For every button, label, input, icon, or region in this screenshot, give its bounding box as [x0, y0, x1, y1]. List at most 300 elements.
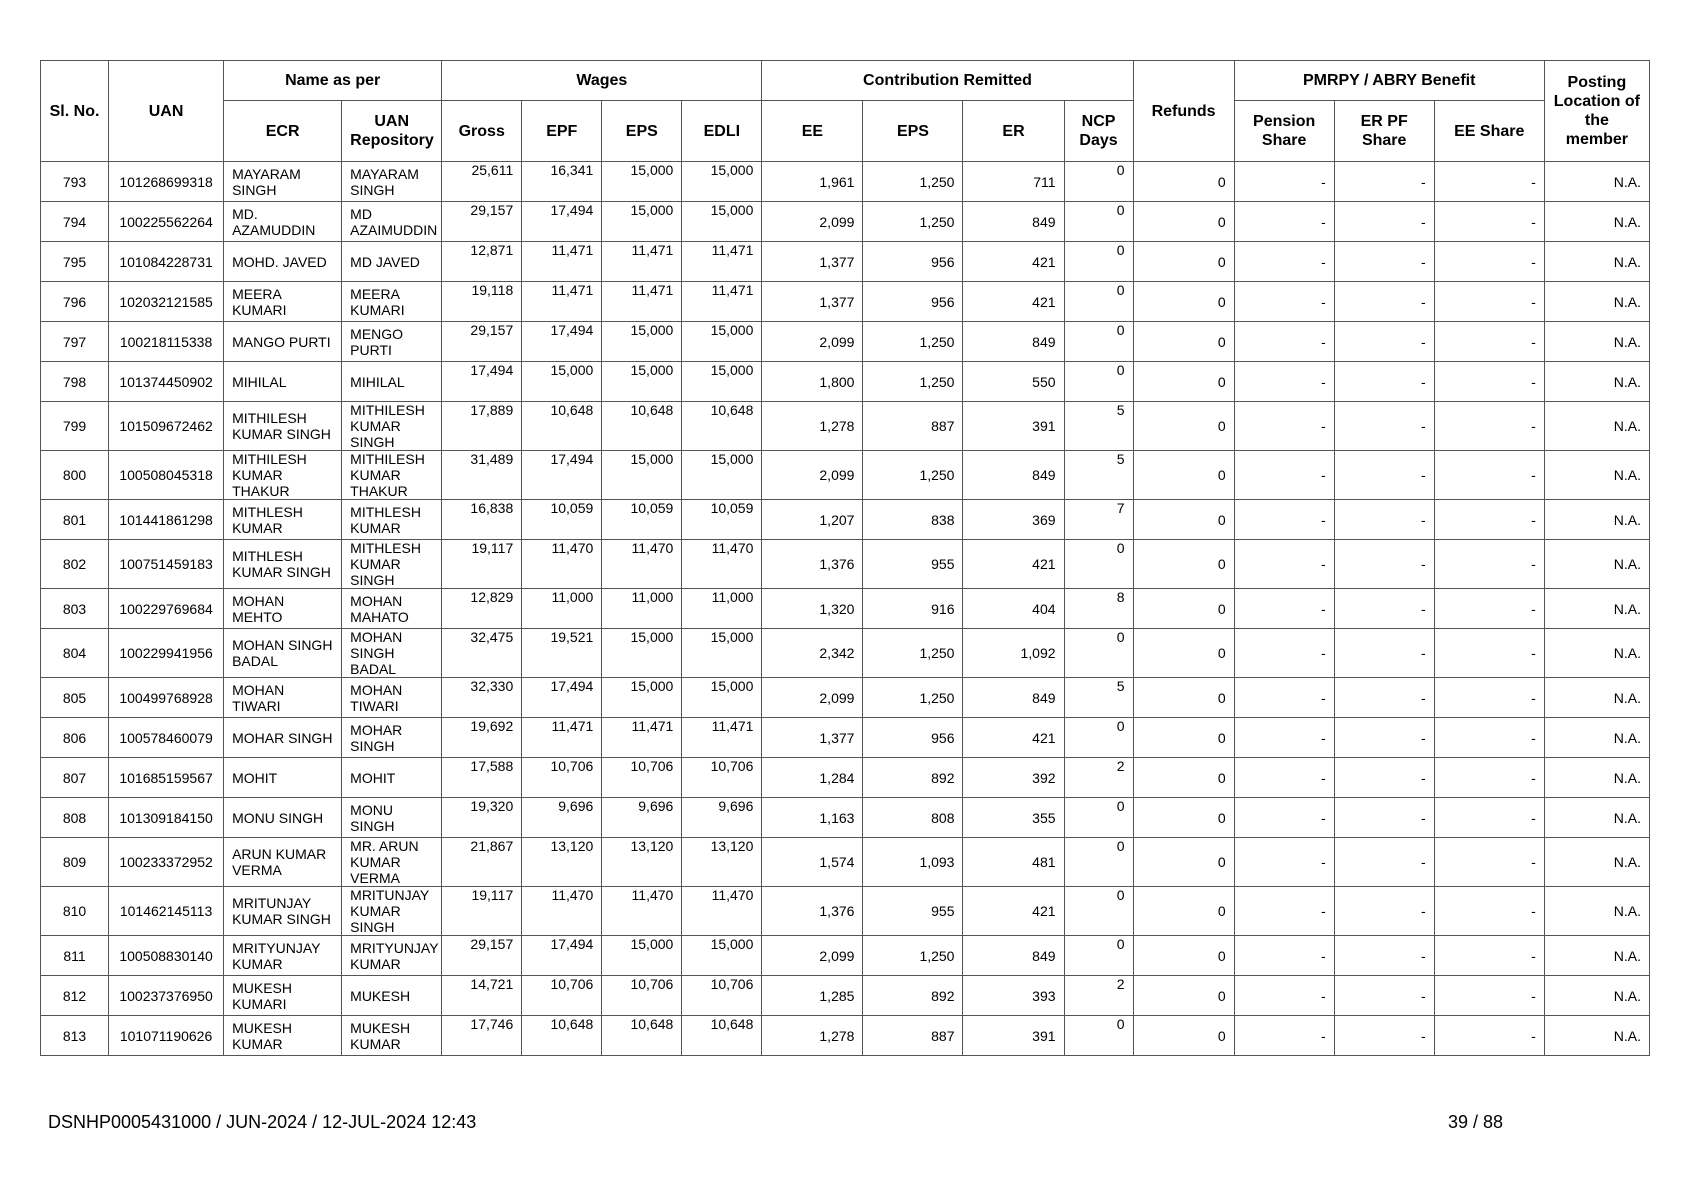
cell-uan: 101071190626: [109, 1016, 224, 1056]
cell-sl-no: 804: [41, 629, 109, 678]
cell-ecr-name: MIHILAL: [224, 362, 342, 402]
cell-eps: 15,000: [602, 322, 682, 362]
cell-er: 849: [963, 322, 1064, 362]
cell-ee-share: -: [1434, 540, 1544, 589]
cell-pension-share: -: [1234, 887, 1334, 936]
contribution-table: [40, 60, 1650, 1056]
cell-er-pf-share: -: [1334, 402, 1434, 451]
cell-er-pf-share: -: [1334, 798, 1434, 838]
cell-ecr-name: MOHD. JAVED: [224, 242, 342, 282]
cell-refunds: 0: [1133, 282, 1234, 322]
table-row: [41, 202, 1650, 242]
cell-ecr-name: MRITYUNJAY KUMAR: [224, 936, 342, 976]
cell-eps: 13,120: [602, 838, 682, 887]
cell-er: 393: [963, 976, 1064, 1016]
cell-sl-no: 806: [41, 718, 109, 758]
cell-uan: 100578460079: [109, 718, 224, 758]
cell-eps: 11,471: [602, 242, 682, 282]
cell-er: 404: [963, 589, 1064, 629]
cell-ee: 2,099: [762, 936, 863, 976]
table-header: [41, 61, 1650, 162]
table-row: [41, 500, 1650, 540]
cell-refunds: 0: [1133, 322, 1234, 362]
cell-pension-share: -: [1234, 678, 1334, 718]
table-row: [41, 362, 1650, 402]
cell-er-pf-share: -: [1334, 887, 1434, 936]
cell-er-pf-share: -: [1334, 838, 1434, 887]
cell-posting-location: N.A.: [1544, 362, 1649, 402]
cell-refunds: 0: [1133, 402, 1234, 451]
cell-ncp-days: 0: [1064, 162, 1133, 202]
cell-er: 392: [963, 758, 1064, 798]
cell-uan: 100218115338: [109, 322, 224, 362]
table-row: [41, 540, 1650, 589]
cell-gross: 32,330: [442, 678, 522, 718]
cell-refunds: 0: [1133, 362, 1234, 402]
cell-ee-share: -: [1434, 1016, 1544, 1056]
cell-ecr-name: MRITUNJAY KUMAR SINGH: [224, 887, 342, 936]
cell-ee-share: -: [1434, 758, 1544, 798]
cell-eps: 11,000: [602, 589, 682, 629]
cell-epf: 11,471: [522, 282, 602, 322]
cell-pension-share: -: [1234, 1016, 1334, 1056]
col-er: ER: [963, 101, 1064, 162]
cell-ee: 2,099: [762, 678, 863, 718]
cell-ecr-name: MOHAN TIWARI: [224, 678, 342, 718]
cell-edli: 11,471: [682, 718, 762, 758]
cell-pension-share: -: [1234, 282, 1334, 322]
cell-contrib-eps: 1,250: [863, 362, 963, 402]
cell-er-pf-share: -: [1334, 718, 1434, 758]
cell-gross: 17,746: [442, 1016, 522, 1056]
cell-ncp-days: 5: [1064, 451, 1133, 500]
col-pension-share: Pension Share: [1234, 101, 1334, 162]
cell-pension-share: -: [1234, 202, 1334, 242]
cell-posting-location: N.A.: [1544, 758, 1649, 798]
cell-pension-share: -: [1234, 451, 1334, 500]
cell-epf: 17,494: [522, 451, 602, 500]
cell-uan: 101441861298: [109, 500, 224, 540]
cell-gross: 17,588: [442, 758, 522, 798]
cell-pension-share: -: [1234, 242, 1334, 282]
cell-eps: 15,000: [602, 678, 682, 718]
cell-gross: 31,489: [442, 451, 522, 500]
cell-gross: 29,157: [442, 202, 522, 242]
cell-er: 421: [963, 242, 1064, 282]
cell-er: 421: [963, 718, 1064, 758]
cell-er: 849: [963, 451, 1064, 500]
cell-contrib-eps: 1,250: [863, 936, 963, 976]
cell-refunds: 0: [1133, 202, 1234, 242]
cell-refunds: 0: [1133, 500, 1234, 540]
cell-ncp-days: 0: [1064, 540, 1133, 589]
cell-er: 391: [963, 402, 1064, 451]
cell-refunds: 0: [1133, 798, 1234, 838]
cell-posting-location: N.A.: [1544, 402, 1649, 451]
cell-ncp-days: 0: [1064, 798, 1133, 838]
cell-ee-share: -: [1434, 402, 1544, 451]
cell-epf: 11,000: [522, 589, 602, 629]
cell-er-pf-share: -: [1334, 678, 1434, 718]
cell-ee-share: -: [1434, 322, 1544, 362]
cell-gross: 19,117: [442, 540, 522, 589]
cell-er-pf-share: -: [1334, 282, 1434, 322]
cell-ee: 1,377: [762, 718, 863, 758]
table-row: [41, 798, 1650, 838]
cell-ee: 2,342: [762, 629, 863, 678]
cell-sl-no: 810: [41, 887, 109, 936]
cell-er-pf-share: -: [1334, 202, 1434, 242]
cell-eps: 11,471: [602, 718, 682, 758]
cell-uan-repository-name: MENGO PURTI: [342, 322, 442, 362]
col-uan-repository: UAN Repository: [342, 101, 442, 162]
cell-er-pf-share: -: [1334, 322, 1434, 362]
cell-sl-no: 794: [41, 202, 109, 242]
col-ee: EE: [762, 101, 863, 162]
cell-ncp-days: 0: [1064, 202, 1133, 242]
cell-ee-share: -: [1434, 162, 1544, 202]
cell-uan-repository-name: MR. ARUN KUMAR VERMA: [342, 838, 442, 887]
cell-contrib-eps: 1,250: [863, 322, 963, 362]
cell-posting-location: N.A.: [1544, 540, 1649, 589]
cell-gross: 14,721: [442, 976, 522, 1016]
cell-uan-repository-name: MUKESH: [342, 976, 442, 1016]
cell-edli: 15,000: [682, 451, 762, 500]
cell-ncp-days: 0: [1064, 362, 1133, 402]
cell-sl-no: 802: [41, 540, 109, 589]
cell-uan-repository-name: MOHAN TIWARI: [342, 678, 442, 718]
cell-edli: 11,470: [682, 540, 762, 589]
cell-er-pf-share: -: [1334, 362, 1434, 402]
cell-edli: 9,696: [682, 798, 762, 838]
cell-uan-repository-name: MD AZAIMUDDIN: [342, 202, 442, 242]
cell-uan-repository-name: MIHILAL: [342, 362, 442, 402]
cell-pension-share: -: [1234, 322, 1334, 362]
cell-ecr-name: MUKESH KUMARI: [224, 976, 342, 1016]
table-row: [41, 322, 1650, 362]
cell-ee: 1,961: [762, 162, 863, 202]
cell-gross: 19,320: [442, 798, 522, 838]
cell-er: 355: [963, 798, 1064, 838]
cell-er-pf-share: -: [1334, 758, 1434, 798]
cell-eps: 10,706: [602, 758, 682, 798]
cell-refunds: 0: [1133, 589, 1234, 629]
cell-gross: 12,871: [442, 242, 522, 282]
cell-posting-location: N.A.: [1544, 162, 1649, 202]
cell-ee: 1,278: [762, 1016, 863, 1056]
cell-posting-location: N.A.: [1544, 976, 1649, 1016]
cell-uan-repository-name: MAYARAM SINGH: [342, 162, 442, 202]
cell-pension-share: -: [1234, 838, 1334, 887]
cell-pension-share: -: [1234, 500, 1334, 540]
cell-uan-repository-name: MOHAN MAHATO: [342, 589, 442, 629]
cell-eps: 15,000: [602, 162, 682, 202]
table-body: [41, 162, 1650, 1056]
col-group-name-as-per: Name as per: [224, 61, 442, 101]
cell-uan-repository-name: MEERA KUMARI: [342, 282, 442, 322]
cell-epf: 11,470: [522, 887, 602, 936]
cell-epf: 11,470: [522, 540, 602, 589]
cell-contrib-eps: 955: [863, 540, 963, 589]
cell-er-pf-share: -: [1334, 1016, 1434, 1056]
table-row: [41, 838, 1650, 887]
cell-contrib-eps: 1,250: [863, 202, 963, 242]
cell-er: 849: [963, 936, 1064, 976]
cell-ecr-name: MITHILESH KUMAR THAKUR: [224, 451, 342, 500]
col-contrib-eps: EPS: [863, 101, 963, 162]
cell-posting-location: N.A.: [1544, 887, 1649, 936]
cell-eps: 11,470: [602, 540, 682, 589]
cell-sl-no: 805: [41, 678, 109, 718]
cell-ncp-days: 0: [1064, 1016, 1133, 1056]
cell-contrib-eps: 956: [863, 242, 963, 282]
cell-refunds: 0: [1133, 887, 1234, 936]
cell-ee-share: -: [1434, 718, 1544, 758]
cell-epf: 11,471: [522, 718, 602, 758]
table-row: [41, 1016, 1650, 1056]
cell-uan: 100233372952: [109, 838, 224, 887]
cell-epf: 13,120: [522, 838, 602, 887]
cell-eps: 10,059: [602, 500, 682, 540]
table-row: [41, 162, 1650, 202]
cell-uan: 100499768928: [109, 678, 224, 718]
cell-uan: 101462145113: [109, 887, 224, 936]
cell-sl-no: 801: [41, 500, 109, 540]
cell-eps: 10,648: [602, 402, 682, 451]
cell-sl-no: 800: [41, 451, 109, 500]
cell-epf: 10,706: [522, 758, 602, 798]
cell-ee-share: -: [1434, 451, 1544, 500]
cell-gross: 32,475: [442, 629, 522, 678]
cell-ecr-name: MITHILESH KUMAR SINGH: [224, 402, 342, 451]
cell-refunds: 0: [1133, 540, 1234, 589]
cell-uan: 101084228731: [109, 242, 224, 282]
col-ecr: ECR: [224, 101, 342, 162]
table-row: [41, 758, 1650, 798]
cell-er-pf-share: -: [1334, 936, 1434, 976]
cell-refunds: 0: [1133, 162, 1234, 202]
cell-gross: 29,157: [442, 322, 522, 362]
table-row: [41, 282, 1650, 322]
cell-uan-repository-name: MOHAN SINGH BADAL: [342, 629, 442, 678]
cell-er: 481: [963, 838, 1064, 887]
cell-pension-share: -: [1234, 936, 1334, 976]
cell-ee: 1,207: [762, 500, 863, 540]
cell-uan: 100229941956: [109, 629, 224, 678]
cell-uan: 101509672462: [109, 402, 224, 451]
cell-edli: 15,000: [682, 936, 762, 976]
cell-posting-location: N.A.: [1544, 451, 1649, 500]
cell-er: 849: [963, 202, 1064, 242]
cell-posting-location: N.A.: [1544, 678, 1649, 718]
col-group-contribution: Contribution Remitted: [762, 61, 1133, 101]
cell-contrib-eps: 916: [863, 589, 963, 629]
cell-eps: 15,000: [602, 936, 682, 976]
cell-uan-repository-name: MD JAVED: [342, 242, 442, 282]
cell-contrib-eps: 1,093: [863, 838, 963, 887]
cell-sl-no: 793: [41, 162, 109, 202]
cell-posting-location: N.A.: [1544, 202, 1649, 242]
cell-ee-share: -: [1434, 678, 1544, 718]
cell-epf: 10,059: [522, 500, 602, 540]
cell-ncp-days: 0: [1064, 838, 1133, 887]
cell-gross: 12,829: [442, 589, 522, 629]
cell-uan: 100225562264: [109, 202, 224, 242]
cell-contrib-eps: 887: [863, 1016, 963, 1056]
cell-ee-share: -: [1434, 936, 1544, 976]
cell-contrib-eps: 808: [863, 798, 963, 838]
cell-epf: 17,494: [522, 322, 602, 362]
cell-ee-share: -: [1434, 500, 1544, 540]
col-refunds: Refunds: [1133, 61, 1234, 162]
cell-refunds: 0: [1133, 718, 1234, 758]
cell-ncp-days: 5: [1064, 402, 1133, 451]
cell-ee-share: -: [1434, 282, 1544, 322]
cell-ncp-days: 0: [1064, 936, 1133, 976]
cell-posting-location: N.A.: [1544, 936, 1649, 976]
col-epf: EPF: [522, 101, 602, 162]
cell-refunds: 0: [1133, 838, 1234, 887]
cell-ee: 1,278: [762, 402, 863, 451]
cell-pension-share: -: [1234, 758, 1334, 798]
table-row: [41, 887, 1650, 936]
cell-er: 369: [963, 500, 1064, 540]
cell-ecr-name: MOHAN SINGH BADAL: [224, 629, 342, 678]
cell-eps: 10,706: [602, 976, 682, 1016]
cell-refunds: 0: [1133, 976, 1234, 1016]
col-group-pmrpy: PMRPY / ABRY Benefit: [1234, 61, 1544, 101]
table-row: [41, 678, 1650, 718]
cell-refunds: 0: [1133, 451, 1234, 500]
cell-uan: 101685159567: [109, 758, 224, 798]
cell-er: 1,092: [963, 629, 1064, 678]
cell-eps: 9,696: [602, 798, 682, 838]
cell-uan-repository-name: MOHIT: [342, 758, 442, 798]
cell-er: 711: [963, 162, 1064, 202]
cell-uan: 101268699318: [109, 162, 224, 202]
cell-refunds: 0: [1133, 758, 1234, 798]
cell-pension-share: -: [1234, 540, 1334, 589]
cell-er-pf-share: -: [1334, 451, 1434, 500]
cell-contrib-eps: 1,250: [863, 678, 963, 718]
cell-uan-repository-name: MOHAR SINGH: [342, 718, 442, 758]
cell-ecr-name: MONU SINGH: [224, 798, 342, 838]
cell-gross: 17,494: [442, 362, 522, 402]
cell-posting-location: N.A.: [1544, 629, 1649, 678]
cell-gross: 29,157: [442, 936, 522, 976]
cell-ee-share: -: [1434, 242, 1544, 282]
col-sl-no: Sl. No.: [41, 61, 109, 162]
cell-ecr-name: MITHLESH KUMAR SINGH: [224, 540, 342, 589]
cell-contrib-eps: 1,250: [863, 451, 963, 500]
cell-ee: 1,284: [762, 758, 863, 798]
cell-edli: 15,000: [682, 162, 762, 202]
cell-eps: 15,000: [602, 202, 682, 242]
cell-ncp-days: 0: [1064, 887, 1133, 936]
cell-ecr-name: MAYARAM SINGH: [224, 162, 342, 202]
cell-edli: 10,648: [682, 1016, 762, 1056]
cell-eps: 15,000: [602, 629, 682, 678]
cell-contrib-eps: 955: [863, 887, 963, 936]
cell-posting-location: N.A.: [1544, 718, 1649, 758]
cell-contrib-eps: 838: [863, 500, 963, 540]
col-uan: UAN: [109, 61, 224, 162]
col-posting-location: Posting Location of the member: [1544, 61, 1649, 162]
cell-ncp-days: 0: [1064, 282, 1133, 322]
cell-edli: 13,120: [682, 838, 762, 887]
cell-ncp-days: 2: [1064, 758, 1133, 798]
cell-ee-share: -: [1434, 976, 1544, 1016]
table-row: [41, 718, 1650, 758]
cell-ee: 2,099: [762, 322, 863, 362]
cell-eps: 15,000: [602, 451, 682, 500]
cell-epf: 10,648: [522, 1016, 602, 1056]
col-edli: EDLI: [682, 101, 762, 162]
cell-ee: 1,285: [762, 976, 863, 1016]
cell-uan-repository-name: MRITUNJAY KUMAR SINGH: [342, 887, 442, 936]
cell-epf: 19,521: [522, 629, 602, 678]
cell-edli: 10,648: [682, 402, 762, 451]
cell-eps: 11,471: [602, 282, 682, 322]
cell-sl-no: 803: [41, 589, 109, 629]
cell-ee: 1,163: [762, 798, 863, 838]
cell-posting-location: N.A.: [1544, 242, 1649, 282]
cell-refunds: 0: [1133, 678, 1234, 718]
cell-ee: 1,376: [762, 887, 863, 936]
table-row: [41, 451, 1650, 500]
cell-ncp-days: 0: [1064, 322, 1133, 362]
cell-uan: 100508045318: [109, 451, 224, 500]
col-ncp-days: NCP Days: [1064, 101, 1133, 162]
cell-epf: 10,648: [522, 402, 602, 451]
table-row: [41, 936, 1650, 976]
cell-posting-location: N.A.: [1544, 1016, 1649, 1056]
cell-sl-no: 807: [41, 758, 109, 798]
cell-refunds: 0: [1133, 242, 1234, 282]
cell-er-pf-share: -: [1334, 589, 1434, 629]
cell-eps: 15,000: [602, 362, 682, 402]
cell-edli: 11,470: [682, 887, 762, 936]
cell-ncp-days: 7: [1064, 500, 1133, 540]
cell-ncp-days: 0: [1064, 718, 1133, 758]
cell-gross: 17,889: [442, 402, 522, 451]
cell-contrib-eps: 956: [863, 718, 963, 758]
col-er-pf-share: ER PF Share: [1334, 101, 1434, 162]
cell-ncp-days: 0: [1064, 242, 1133, 282]
cell-posting-location: N.A.: [1544, 838, 1649, 887]
cell-pension-share: -: [1234, 718, 1334, 758]
cell-edli: 15,000: [682, 362, 762, 402]
cell-sl-no: 813: [41, 1016, 109, 1056]
cell-ecr-name: MOHAN MEHTO: [224, 589, 342, 629]
cell-er: 391: [963, 1016, 1064, 1056]
table-row: [41, 242, 1650, 282]
page-number: 39 / 88: [1448, 1112, 1504, 1132]
cell-ee: 2,099: [762, 202, 863, 242]
cell-pension-share: -: [1234, 362, 1334, 402]
cell-uan-repository-name: MUKESH KUMAR: [342, 1016, 442, 1056]
cell-edli: 11,471: [682, 242, 762, 282]
cell-ecr-name: MOHAR SINGH: [224, 718, 342, 758]
cell-posting-location: N.A.: [1544, 500, 1649, 540]
cell-er: 421: [963, 887, 1064, 936]
cell-edli: 15,000: [682, 629, 762, 678]
cell-refunds: 0: [1133, 1016, 1234, 1056]
cell-sl-no: 809: [41, 838, 109, 887]
cell-er-pf-share: -: [1334, 629, 1434, 678]
cell-contrib-eps: 887: [863, 402, 963, 451]
cell-pension-share: -: [1234, 589, 1334, 629]
